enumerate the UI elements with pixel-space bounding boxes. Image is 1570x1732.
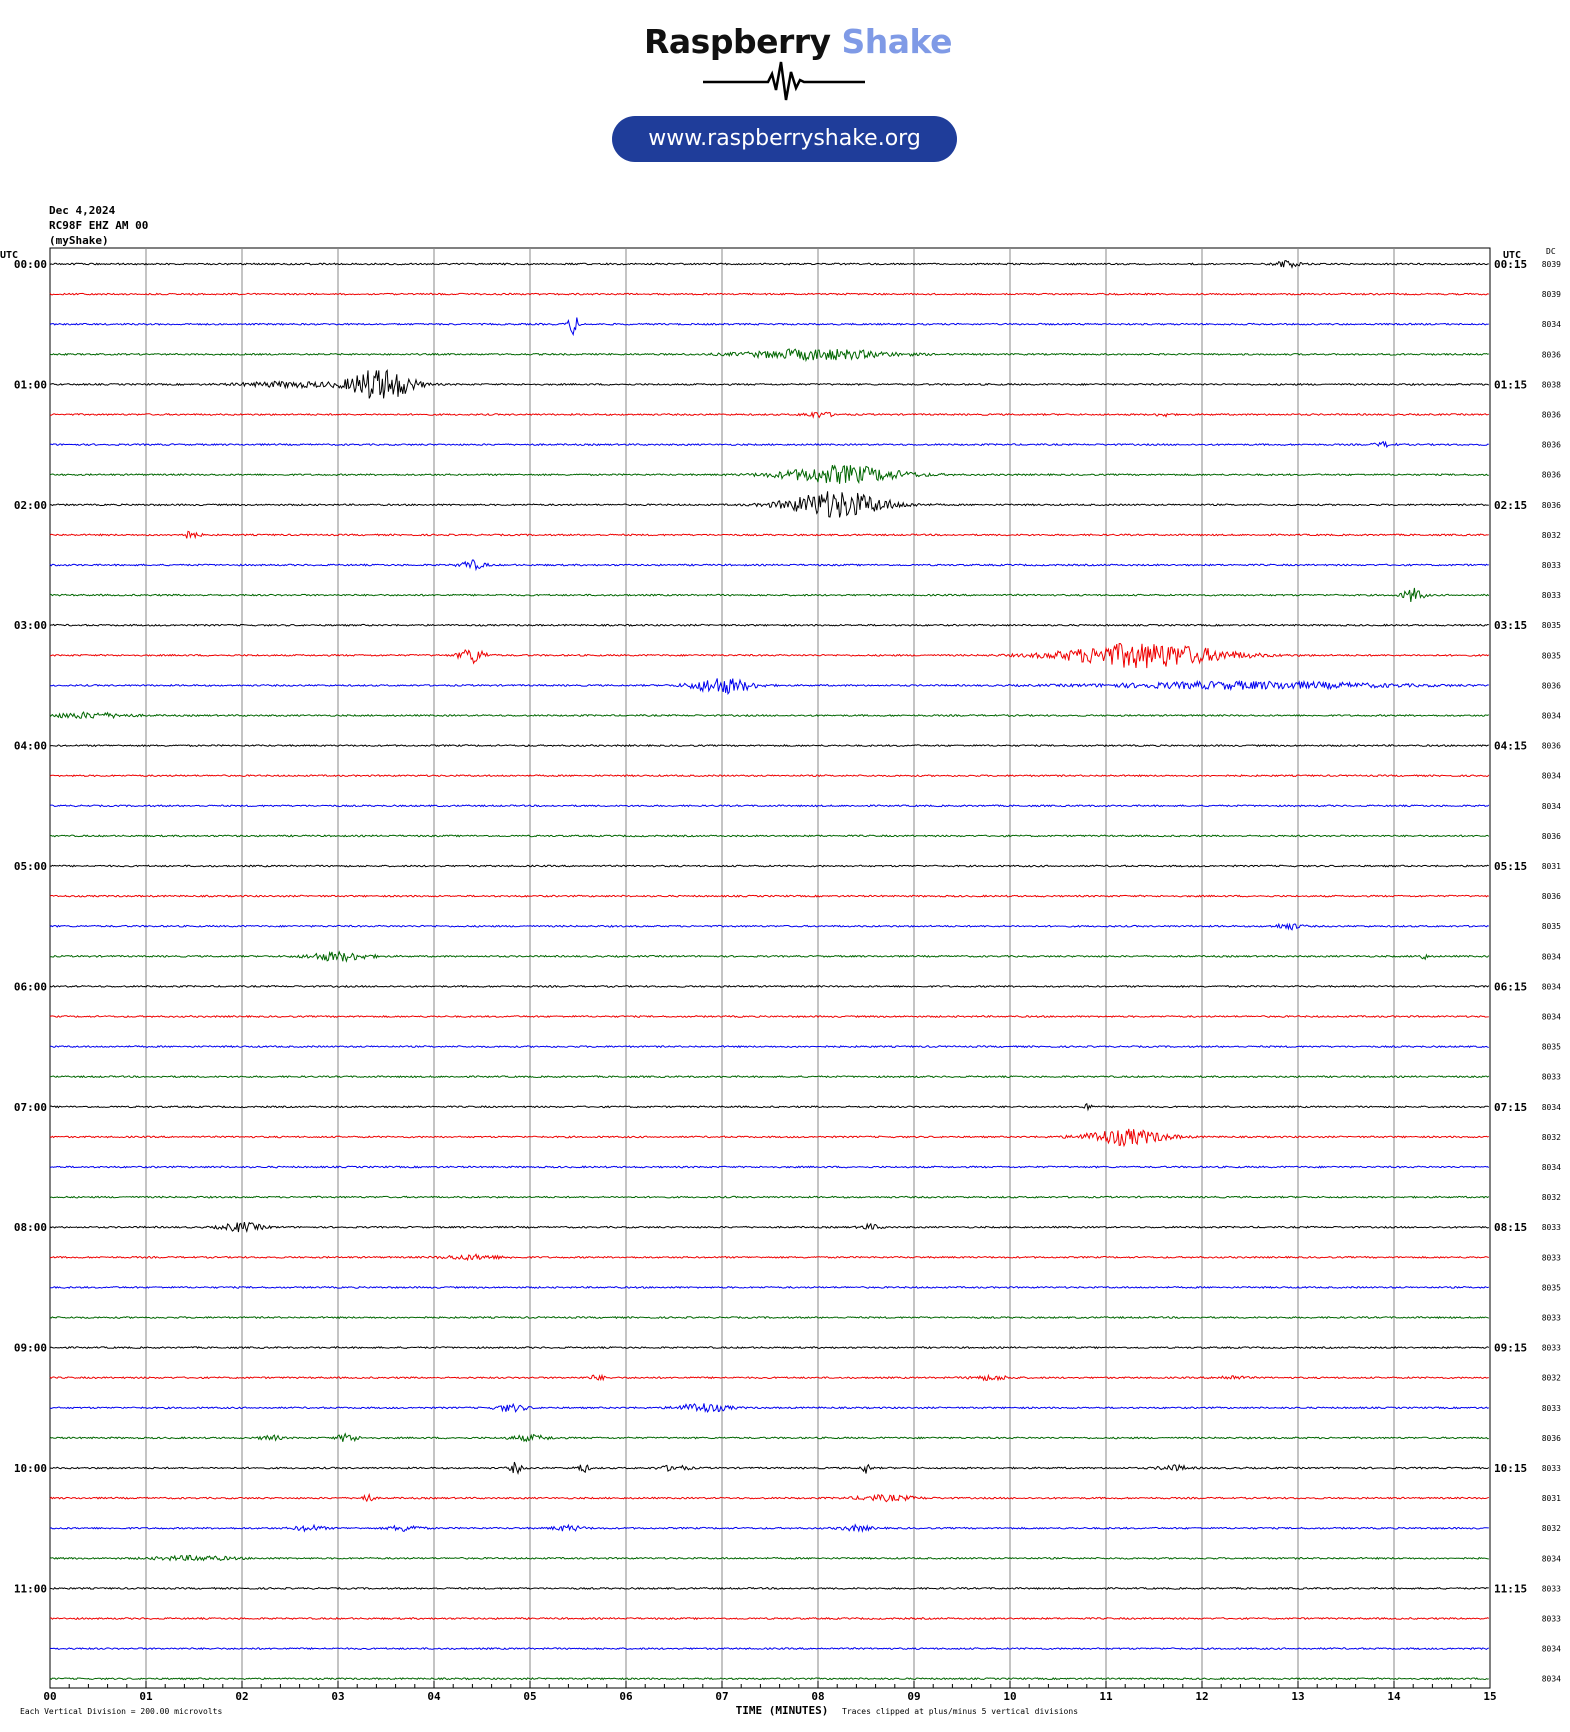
- right-time-label-8: 08:15: [1494, 1221, 1528, 1235]
- right-time-label-4: 04:15: [1494, 739, 1528, 753]
- station-label: RC98F EHZ AM 00: [49, 219, 149, 232]
- dc-offset-11: 8033: [1541, 591, 1561, 601]
- left-time-label-11: 11:00: [13, 1582, 47, 1596]
- trace-line-15: [50, 712, 1489, 718]
- right-time-label-2: 02:15: [1494, 498, 1528, 512]
- x-tick-label-02: 02: [235, 1690, 249, 1703]
- right-time-label-9: 09:15: [1494, 1341, 1528, 1355]
- trace-line-11: [50, 588, 1489, 602]
- dc-offset-32: 8033: [1541, 1223, 1561, 1233]
- dc-offset-8: 8036: [1541, 500, 1561, 510]
- right-time-label-0: 00:15: [1494, 258, 1528, 271]
- brand-main: Raspberry: [644, 22, 831, 61]
- owner-label: (myShake): [49, 234, 109, 247]
- x-tick-label-06: 06: [619, 1690, 633, 1703]
- dc-offset-43: 8034: [1541, 1554, 1561, 1564]
- dc-offset-40: 8033: [1541, 1464, 1561, 1473]
- right-time-label-10: 10:15: [1494, 1462, 1528, 1475]
- left-utc-label: UTC: [0, 250, 19, 261]
- dc-offset-13: 8035: [1541, 651, 1561, 661]
- trace-line-22: [50, 924, 1489, 930]
- dc-offset-6: 8036: [1541, 440, 1561, 450]
- trace-line-7: [50, 465, 1489, 484]
- trace-line-45: [50, 1618, 1489, 1620]
- trace-line-0: [50, 261, 1489, 268]
- right-time-label-11: 11:15: [1494, 1582, 1528, 1596]
- trace-line-10: [50, 560, 1489, 569]
- dc-offset-27: 8033: [1541, 1072, 1561, 1082]
- trace-line-36: [50, 1347, 1489, 1349]
- vertical-division-note: Each Vertical Division = 200.00 microvolts: [20, 1707, 223, 1716]
- trace-line-8: [50, 491, 1489, 517]
- left-time-label-7: 07:00: [13, 1100, 47, 1114]
- dc-offset-21: 8036: [1541, 892, 1561, 902]
- left-time-label-10: 10:00: [13, 1462, 47, 1475]
- dc-offset-33: 8033: [1541, 1253, 1561, 1263]
- x-tick-label-01: 01: [139, 1690, 153, 1703]
- dc-offset-26: 8035: [1541, 1042, 1561, 1052]
- dc-offset-34: 8035: [1541, 1283, 1561, 1293]
- dc-offset-25: 8034: [1541, 1012, 1561, 1022]
- trace-line-6: [50, 442, 1489, 447]
- x-tick-label-14: 14: [1387, 1690, 1401, 1703]
- x-tick-label-09: 09: [907, 1690, 921, 1703]
- dc-label: DC: [1546, 247, 1556, 256]
- trace-line-41: [50, 1495, 1489, 1502]
- dc-offset-16: 8036: [1541, 741, 1561, 751]
- dc-offset-47: 8034: [1541, 1674, 1561, 1684]
- right-utc-label: UTC: [1503, 250, 1522, 261]
- dc-offset-24: 8034: [1541, 982, 1561, 992]
- trace-line-46: [50, 1648, 1489, 1650]
- trace-line-44: [50, 1588, 1489, 1590]
- left-time-label-4: 04:00: [13, 739, 47, 753]
- dc-offset-38: 8033: [1541, 1403, 1561, 1413]
- dc-offset-22: 8035: [1541, 922, 1561, 932]
- left-time-label-8: 08:00: [13, 1221, 47, 1235]
- trace-line-1: [50, 293, 1489, 295]
- left-time-label-2: 02:00: [13, 498, 47, 512]
- trace-line-32: [50, 1222, 1489, 1232]
- trace-line-37: [50, 1375, 1489, 1380]
- website-url-badge[interactable]: www.raspberryshake.org: [612, 116, 957, 162]
- x-tick-label-13: 13: [1291, 1690, 1305, 1703]
- dc-offset-9: 8032: [1541, 530, 1561, 540]
- left-time-label-0: 00:00: [13, 258, 47, 271]
- trace-line-24: [50, 986, 1489, 988]
- right-time-label-1: 01:15: [1494, 378, 1528, 392]
- x-tick-label-05: 05: [523, 1690, 537, 1703]
- dc-offset-30: 8034: [1541, 1163, 1561, 1172]
- dc-offset-20: 8031: [1541, 862, 1561, 871]
- trace-line-9: [50, 531, 1489, 538]
- trace-line-19: [50, 835, 1489, 837]
- trace-line-5: [50, 412, 1489, 417]
- dc-offset-46: 8034: [1541, 1644, 1561, 1654]
- x-tick-label-08: 08: [811, 1690, 825, 1703]
- clipping-note: Traces clipped at plus/minus 5 vertical divisions: [842, 1707, 1079, 1716]
- trace-line-42: [50, 1525, 1489, 1532]
- trace-line-26: [50, 1046, 1489, 1048]
- dc-offset-35: 8033: [1541, 1313, 1561, 1323]
- dc-offset-14: 8036: [1541, 681, 1561, 691]
- dc-offset-41: 8031: [1541, 1494, 1561, 1504]
- trace-line-34: [50, 1287, 1489, 1289]
- dc-offset-36: 8033: [1541, 1343, 1561, 1353]
- trace-line-4: [50, 370, 1489, 398]
- x-tick-label-15: 15: [1483, 1690, 1497, 1703]
- left-time-label-9: 09:00: [13, 1341, 47, 1355]
- trace-line-35: [50, 1317, 1489, 1319]
- left-time-label-1: 01:00: [13, 378, 47, 392]
- trace-line-25: [50, 1016, 1489, 1018]
- x-tick-label-04: 04: [427, 1690, 441, 1703]
- dc-offset-37: 8032: [1541, 1373, 1561, 1383]
- dc-offset-18: 8034: [1541, 801, 1561, 811]
- dc-offset-10: 8033: [1541, 561, 1561, 570]
- plot-frame: [50, 248, 1490, 1688]
- trace-line-2: [50, 318, 1489, 335]
- right-time-label-5: 05:15: [1494, 860, 1528, 873]
- dc-offset-44: 8033: [1541, 1584, 1561, 1594]
- dc-offset-19: 8036: [1541, 831, 1561, 841]
- dc-offset-31: 8032: [1541, 1193, 1561, 1203]
- left-time-label-5: 05:00: [13, 860, 47, 873]
- trace-line-27: [50, 1076, 1489, 1078]
- dc-offset-42: 8032: [1541, 1524, 1561, 1534]
- trace-line-40: [50, 1462, 1489, 1474]
- x-tick-label-12: 12: [1195, 1690, 1209, 1703]
- dc-offset-7: 8036: [1541, 470, 1561, 480]
- trace-line-13: [50, 644, 1489, 669]
- x-tick-label-11: 11: [1099, 1690, 1113, 1703]
- dc-offset-15: 8034: [1541, 711, 1561, 721]
- trace-line-30: [50, 1166, 1489, 1168]
- dc-offset-17: 8034: [1541, 771, 1561, 781]
- right-time-label-7: 07:15: [1494, 1100, 1528, 1114]
- trace-line-17: [50, 775, 1489, 777]
- dc-offset-28: 8034: [1541, 1102, 1561, 1112]
- x-tick-label-00: 00: [43, 1690, 57, 1703]
- right-time-label-3: 03:15: [1494, 619, 1528, 633]
- trace-line-47: [50, 1678, 1489, 1680]
- trace-line-3: [50, 349, 1489, 360]
- dc-offset-0: 8039: [1541, 260, 1561, 269]
- trace-line-23: [50, 952, 1489, 961]
- trace-line-33: [50, 1254, 1489, 1260]
- trace-line-12: [50, 624, 1489, 626]
- trace-line-14: [50, 678, 1489, 693]
- trace-line-16: [50, 745, 1489, 747]
- dc-offset-12: 8035: [1541, 621, 1561, 631]
- x-tick-label-10: 10: [1003, 1690, 1017, 1703]
- dc-offset-29: 8032: [1541, 1132, 1561, 1142]
- trace-line-18: [50, 805, 1489, 807]
- left-time-label-3: 03:00: [13, 619, 47, 633]
- date-label: Dec 4,2024: [49, 204, 116, 217]
- x-tick-label-07: 07: [715, 1690, 729, 1703]
- dc-offset-4: 8038: [1541, 380, 1561, 390]
- dc-offset-23: 8034: [1541, 952, 1561, 962]
- brand-accent: Shake: [841, 22, 952, 61]
- trace-line-31: [50, 1196, 1489, 1198]
- trace-line-21: [50, 895, 1489, 897]
- trace-line-29: [50, 1129, 1489, 1146]
- dc-offset-2: 8034: [1541, 320, 1561, 330]
- trace-line-43: [50, 1555, 1489, 1560]
- dc-offset-39: 8036: [1541, 1433, 1561, 1443]
- trace-line-28: [50, 1104, 1489, 1110]
- trace-line-20: [50, 865, 1489, 867]
- right-time-label-6: 06:15: [1494, 980, 1528, 994]
- trace-line-38: [50, 1403, 1489, 1412]
- x-axis-title: TIME (MINUTES): [735, 1704, 829, 1717]
- dc-offset-5: 8036: [1541, 410, 1561, 420]
- x-tick-label-03: 03: [331, 1690, 345, 1703]
- dc-offset-3: 8036: [1541, 350, 1561, 360]
- dc-offset-1: 8039: [1541, 290, 1561, 300]
- left-time-label-6: 06:00: [13, 980, 47, 994]
- dc-offset-45: 8033: [1541, 1614, 1561, 1624]
- trace-line-39: [50, 1434, 1489, 1442]
